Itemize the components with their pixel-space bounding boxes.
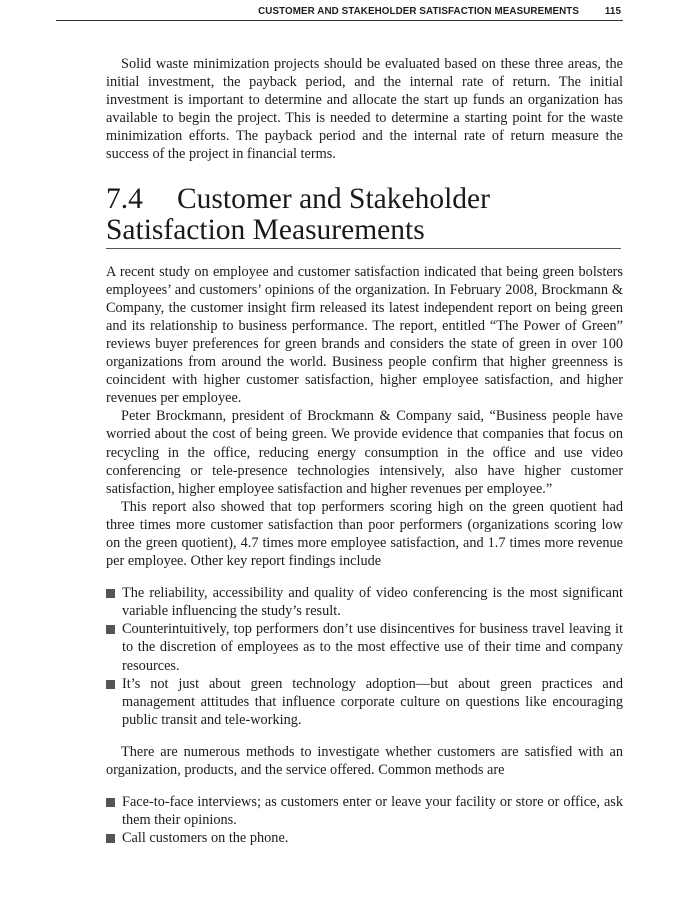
- bullet-square-icon: [106, 680, 115, 689]
- intro-paragraph: Solid waste minimization projects should be evaluated based on these three areas, the initial investment, the payback period, and the internal rate of return. The initial investment is important to determine and allocate the start up funds an organization has available to begin the project. This is needed to determine a starting point for the waste minimization efforts. The payback period and the internal rate of return measure the success of the project in financial terms.: [106, 56, 623, 163]
- list-item-text: Face-to-face interviews; as customers enter or leave your facility or store or office, ask them their opinions.: [122, 794, 623, 829]
- section-heading: [106, 184, 621, 249]
- bullet-square-icon: [106, 834, 115, 843]
- list-item: [106, 793, 623, 829]
- list-item-text: The reliability, accessibility and quality of video conferencing is the most significant variable influencing the study’s result.: [122, 585, 623, 620]
- bullet-square-icon: [106, 625, 115, 634]
- bullet-square-icon: [106, 589, 115, 598]
- bullet-square-icon: [106, 798, 115, 807]
- list-item: [106, 675, 623, 729]
- list-item: [106, 620, 623, 674]
- page-content: [106, 55, 623, 847]
- running-head-title: CUSTOMER AND STAKEHOLDER SATISFACTION MEASUREMENTS: [258, 6, 579, 17]
- list-item: [106, 584, 623, 620]
- list-item-text: It’s not just about green technology adoption—but about green practices and management attitudes that influence corporate culture on questions like encouraging public transit and tele-working.: [122, 675, 623, 728]
- body-paragraph: This report also showed that top performers scoring high on the green quotient had three times more customer satisfaction than poor performers (organizations scoring low on the green quotient), 4.7 times more employee satisfaction, and 1.7 times more revenue per employee. Other key report findings include: [106, 498, 623, 570]
- body-paragraph: Peter Brockmann, president of Brockmann & Company said, “Business people have worried about the cost of being green. We provide evidence that companies that focus on recycling in the office, reducing energy consumption in the office and use video conferencing or tele-presence technologies intensively, also have higher customer satisfaction, higher employee satisfaction and higher revenues per employee.”: [106, 408, 623, 497]
- findings-list: [106, 584, 623, 729]
- section-title: Customer and Stakeholder Satisfaction Measurements: [106, 182, 490, 246]
- page-number: 115: [604, 6, 621, 17]
- section-body: [106, 263, 623, 571]
- list-item-text: Call customers on the phone.: [122, 830, 289, 847]
- methods-list: [106, 793, 623, 847]
- body-paragraph: A recent study on employee and customer satisfaction indicated that being green bolsters employees’ and customers’ opinions of the organization. In February 2008, Brockmann & Company, the customer insight firm released its latest independent report on being green and its relationship to business performance. The report, entitled “The Power of Green” reviews buyer preferences for green brands and considers the state of green in over 100 organizations from around the world. Business people confirm that higher greenness is coincident with higher customer satisfaction, higher employee satisfaction, and higher revenues per employee.: [106, 263, 623, 407]
- methods-intro-paragraph: There are numerous methods to investigate whether customers are satisfied with an organization, products, and the service offered. Common methods are: [106, 743, 623, 778]
- list-item: [106, 829, 623, 847]
- list-item-text: Counterintuitively, top performers don’t use disincentives for business travel leaving it to the discretion of employees as to the most effective use of their time and company resources.: [122, 621, 623, 674]
- running-head: [56, 4, 623, 21]
- section-number: 7.4: [106, 182, 143, 215]
